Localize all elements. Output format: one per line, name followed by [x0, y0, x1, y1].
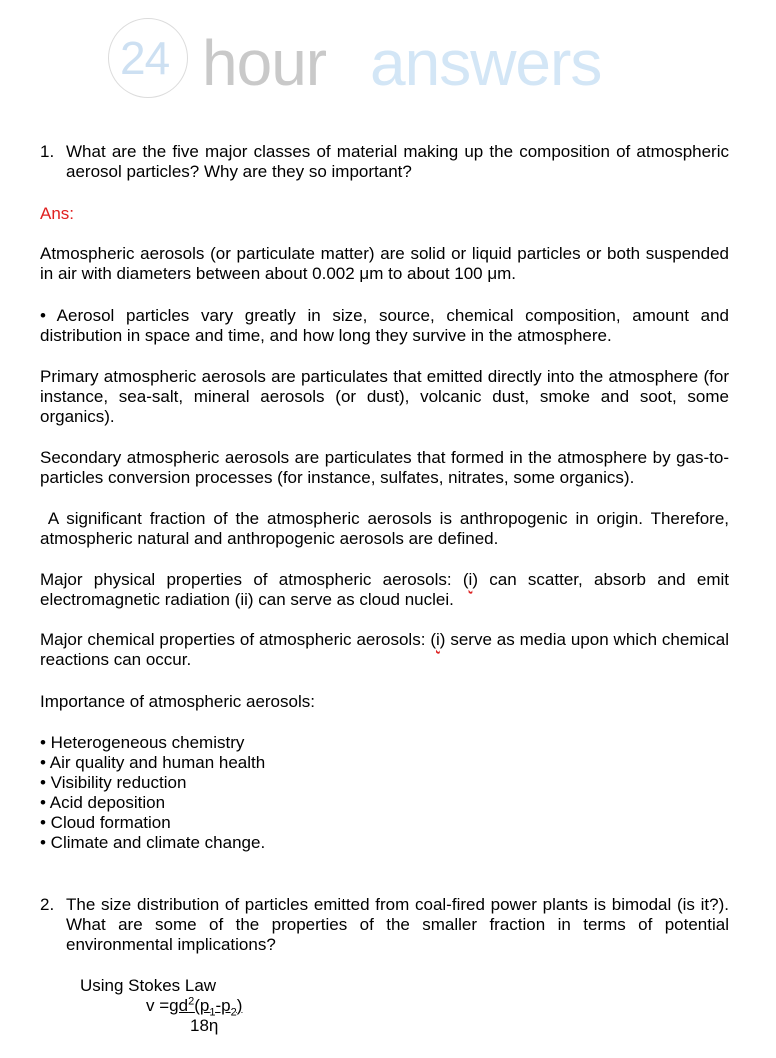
- chemical-text-a: Major chemical properties of atmospheric aerosols: (: [40, 630, 436, 649]
- logo-word-hour: hour: [202, 27, 327, 99]
- importance-list: [40, 733, 729, 853]
- question-1: [40, 142, 729, 182]
- list-item: • Heterogeneous chemistry: [40, 733, 245, 752]
- chemical-text-b: ) serve as media upon which chemical reactions can occur.: [40, 630, 729, 669]
- list-item: • Visibility reduction: [40, 773, 187, 792]
- logo-number: 24: [120, 32, 170, 84]
- list-item: • Cloud formation: [40, 813, 171, 832]
- formula-label: Using Stokes Law: [80, 976, 217, 995]
- list-item: • Climate and climate change.: [40, 833, 266, 852]
- paragraph-anthropogenic: A significant fraction of the atmospheric aerosols is anthropogenic in origin. Therefore, atmospheric natural and anthropogenic aerosols are defined.: [40, 509, 734, 548]
- formula-lhs: v =: [146, 996, 170, 1015]
- formula-numerator: [146, 995, 243, 1019]
- stokes-law-formula: [80, 976, 380, 1035]
- importance-heading: Importance of atmospheric aerosols:: [40, 692, 315, 711]
- paragraph-secondary: Secondary atmospheric aerosols are particulates that formed in the atmosphere by gas-to-particles conversion processes (for instance, sulfates, nitrates, some organics).: [40, 448, 729, 487]
- formula-num-c: -p: [215, 996, 231, 1015]
- formula-exponent: 2: [188, 995, 195, 1008]
- site-logo: [108, 18, 628, 100]
- formula-num-b: (p: [194, 996, 210, 1015]
- formula-num-a: gd: [169, 996, 189, 1015]
- list-item: • Air quality and human health: [40, 753, 266, 772]
- paragraph-definition: Atmospheric aerosols (or particulate matter) are solid or liquid particles or both suspended in air with diameters between about 0.002 μm to about 100 μm.: [40, 244, 729, 283]
- physical-roman-i: i: [468, 570, 473, 589]
- question-2: [40, 895, 729, 955]
- formula-denominator: 18η: [190, 1016, 219, 1035]
- paragraph-variation: • Aerosol particles vary greatly in size, source, chemical composition, amount and distribution in space and time, and how long they survive in the atmosphere.: [40, 306, 729, 345]
- answer-label: Ans:: [40, 204, 75, 223]
- formula-sub-1: 1: [209, 1006, 216, 1019]
- formula-num-d: ): [236, 996, 243, 1015]
- list-item: • Acid deposition: [40, 793, 166, 812]
- chemical-roman-i: i: [435, 630, 440, 649]
- question-1-text: What are the five major classes of material making up the composition of atmospheric aerosol particles? Why are they so important?: [66, 142, 729, 181]
- paragraph-primary: Primary atmospheric aerosols are particulates that emitted directly into the atmosphere (for instance, sea-salt, mineral aerosols (or dust), volcanic dust, smoke and soot, some organics).: [40, 367, 729, 426]
- formula-sub-2: 2: [230, 1006, 237, 1019]
- question-2-text: The size distribution of particles emitted from coal-fired power plants is bimodal (is it?). What are some of the properties of the smaller fraction in terms of potential environmental implications?: [66, 895, 729, 954]
- logo-word-answers: answers: [370, 27, 602, 99]
- question-1-number: 1.: [40, 142, 55, 161]
- physical-text-a: Major physical properties of atmospheric aerosols: (: [40, 570, 469, 589]
- question-2-number: 2.: [40, 895, 55, 914]
- paragraph-chemical-properties: [40, 630, 729, 670]
- physical-text-b: ) can scatter, absorb and emit electromagnetic radiation (ii) can serve as cloud nuclei.: [40, 570, 729, 609]
- paragraph-physical-properties: [40, 570, 729, 610]
